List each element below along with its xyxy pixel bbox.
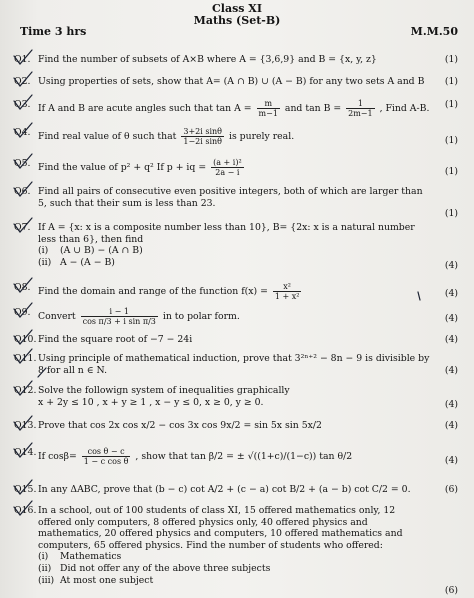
question-number: Q7. [14, 222, 31, 233]
question-marks: (1) [444, 208, 458, 219]
question-marks: (4) [444, 334, 458, 345]
sub-part: (ii) A − (A − B) [38, 256, 115, 268]
question-text: in to polar form. [162, 311, 240, 322]
question-number: Q10. [14, 334, 37, 345]
question-text: Find the square root of −7 − 24i [38, 334, 193, 345]
question-number: Q1. [14, 54, 31, 65]
fraction: $\frac{\text{x²}}{\text{1 + x²}}$ [274, 282, 300, 301]
fraction: $\frac{m}{m-1}$ [258, 99, 278, 118]
question-text: In a school, out of 100 students of class XI, 15 offered mathematics only, 12 offered only computers, 8 offered physics only, 40 offered physics and mathematics, 20 offered physics and computers, 10 offered mathematics and computers, 65 offered physics. Find the number of students who offered: [38, 505, 403, 551]
question-text: Find the number of subsets of A×B where A = {3,6,9} and B = {x, y, z} [38, 54, 377, 65]
question-marks: (4) [444, 399, 458, 410]
question-marks: (4) [444, 455, 458, 466]
question-9 [14, 307, 462, 326]
question-number: Q11. [14, 353, 37, 364]
question-2 [14, 76, 462, 88]
question-marks: (4) [444, 313, 458, 324]
question-text: Find real value of θ such that [38, 131, 177, 142]
question-text: Prove that cos 2x cos x/2 − cos 3x cos 9x/2 = sin 5x sin 5x/2 [38, 420, 322, 431]
question-marks: (6) [444, 585, 458, 596]
max-marks-label: M.M.50 [410, 25, 458, 38]
question-number: Q15. [14, 484, 37, 495]
question-marks: (1) [444, 166, 458, 177]
question-text-line2: x + 2y ≤ 10 , x + y ≥ 1 , x − y ≤ 0, x ≥ 0, y ≥ 0. [38, 396, 264, 408]
question-number: Q9. [14, 307, 31, 318]
question-text: If A and B are acute angles such that tan A = [38, 103, 252, 114]
question-text: , show that tan β/2 = ± √((1+c)/(1−c)) tan θ/2 [135, 451, 353, 462]
question-13 [14, 420, 462, 432]
question-15 [14, 484, 462, 496]
question-3 [14, 99, 462, 118]
question-text: If cosβ= [38, 451, 77, 462]
question-marks: (4) [444, 260, 458, 271]
question-number: Q16. [14, 505, 37, 516]
sub-part: (ii) Did not offer any of the above three subjects [38, 562, 271, 574]
fraction: $\frac{\text{cos θ − c}}{\text{1 − c cos θ}}$ [83, 447, 129, 466]
question-8 [14, 282, 462, 301]
question-4 [14, 127, 462, 146]
question-number: Q12. [14, 385, 37, 396]
question-1 [14, 54, 462, 66]
question-number: Q6. [14, 186, 31, 197]
question-12 [14, 385, 462, 408]
question-text: Find the domain and range of the function f(x) = [38, 286, 268, 297]
fraction: $\frac{\text{3+2i sinθ}}{\text{1−2i sinθ}}$ [183, 127, 222, 146]
question-6 [14, 186, 462, 219]
question-marks: (1) [444, 76, 458, 87]
question-text: Convert [38, 311, 76, 322]
question-marks: (4) [444, 420, 458, 431]
question-5 [14, 158, 462, 177]
question-text: In any ΔABC, prove that (b − c) cot A/2 + (c − a) cot B/2 + (a − b) cot C/2 = 0. [38, 484, 411, 495]
question-text: Find the value of p² + q² If p + iq = [38, 162, 207, 173]
question-marks: (4) [444, 288, 458, 299]
question-number: Q13. [14, 420, 37, 431]
question-text: Using principle of mathematical induction, prove that 3²ⁿ⁺² − 8n − 9 is divisible by 8 for all n ∈ N. [38, 353, 430, 376]
question-marks: (1) [444, 54, 458, 65]
question-text: Solve the followign system of inequalities graphically [38, 385, 290, 396]
question-text: is purely real. [228, 131, 295, 142]
question-text: If A = {x: x is a composite number less than 10}, B= {2x: x is a natural number less than 6}, then find [38, 222, 415, 245]
question-number: Q4. [14, 127, 31, 138]
question-number: Q14. [14, 447, 37, 458]
question-7 [14, 222, 462, 271]
question-number: Q8. [14, 282, 31, 293]
fraction: $\frac{1}{2m-1}$ [348, 99, 373, 118]
question-11 [14, 353, 462, 376]
fraction: $\frac{i - 1}{\text{cos π/3 + i sin π/3}}$ [82, 307, 156, 326]
sub-part: (i) (A ∪ B) − (A ∩ B) [38, 245, 143, 257]
question-text: Find all pairs of consecutive even positive integers, both of which are larger than 5, such that their sum is less than 23. [38, 186, 423, 209]
sub-part: (i) Mathematics [38, 551, 122, 563]
question-marks: (4) [444, 365, 458, 376]
question-14 [14, 447, 462, 466]
subject-heading: Maths (Set-B) [193, 14, 281, 27]
question-number: Q5. [14, 158, 31, 169]
question-marks: (1) [444, 135, 458, 146]
question-marks: (1) [444, 99, 458, 110]
question-text: , Find A-B. [379, 103, 430, 114]
question-text: Using properties of sets, show that A= (A ∩ B) ∪ (A − B) for any two sets A and B [38, 76, 425, 87]
sub-part: (iii) At most one subject [38, 574, 154, 586]
time-label: Time 3 hrs [20, 25, 87, 38]
question-marks: (6) [444, 484, 458, 495]
question-text: and tan B = [284, 103, 342, 114]
class-heading: Class XI [212, 2, 262, 15]
question-16 [14, 505, 462, 596]
question-number: Q2. [14, 76, 31, 87]
question-10 [14, 334, 462, 346]
fraction: $\frac{\text{(a + i)²}}{2a - i}$ [213, 158, 242, 177]
question-number: Q3. [14, 99, 31, 110]
